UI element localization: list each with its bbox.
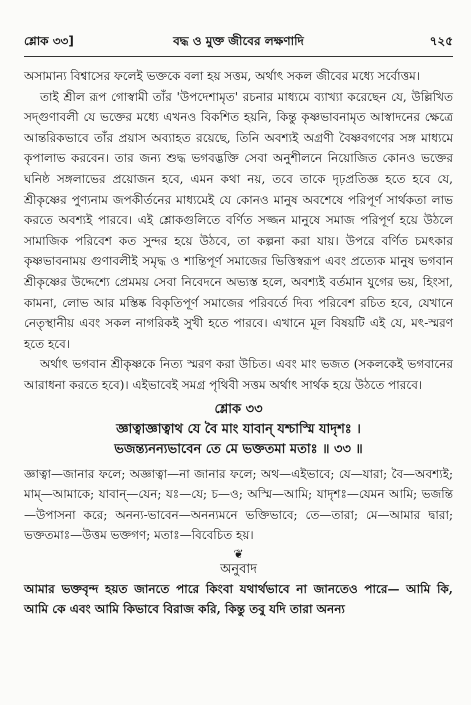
purport-paragraph-3: অর্থাৎ ভগবান শ্রীকৃষ্ণকে নিত্য স্মরণ করা উচিত। এবং মাং ভজত (সকলকেই ভগবানের আরাধনা করতে হবে)। এইভাবেই সমগ্র পৃথিবী সত্তম অর্থাৎ সার্থক হয়ে উঠতে পারবে। <box>24 357 453 392</box>
header-chapter-title: বদ্ধ ও মুক্ত জীবের লক্ষণাদি <box>173 34 304 48</box>
purport-paragraph-1: অসামান্য বিশ্বাসের ফলেই ভক্তকে বলা হয় সত্তম, অর্থাৎ সকল জীবের মধ্যে সর্বোত্তম। <box>24 69 421 83</box>
page-number: ৭২৫ <box>429 34 453 48</box>
header-verse-ref: শ্লোক ৩৩] <box>24 34 74 48</box>
verse-line-1: জ্ঞাত্বাজ্ঞাত্বাথ যে বৈ মাং যাবান্‌ যশ্চাস্মি যাদৃশঃ । <box>116 422 361 438</box>
purport-paragraph-2: তাই শ্রীল রূপ গোস্বামী তাঁর 'উপদেশামৃত' রচনার মাধ্যমে ব্যাখ্যা করেছেন যে, উল্লিখিত সদ্‌গুণাবলী যে ভক্তের মধ্যে এখনও বিকশিত হয়নি, কিন্তু কৃষ্ণভাবনামৃত আস্বাদনের ক্ষেত্রে আন্তরিকভাবে তাঁর প্রয়াস অব্যাহত রয়েছে, তিনি অবশ্যই অগ্রণী বৈষ্ণবগণের সঙ্গ মাধ্যমে কৃপালাভ করবেন। তার জন্য শুদ্ধ ভগবদ্ভক্তি সেবা অনুশীলনে নিয়োজিত কোনও ভক্তের ঘনিষ্ঠ সঙ্গলাভের প্রয়োজন হবে, এমন কথা নয়, তবে তাকে দৃঢ়প্রতিজ্ঞ হতে হবে যে, শ্রীকৃষ্ণের পুণ্যনাম জপকীর্তনের মাধ্যমেই যে কোনও মানুষ অবশেষে পরিপূর্ণ সার্থকতা লাভ করতে অবশ্যই পারবে। এই শ্লোকগুলিতে বর্ণিত সজ্জন মানুষে সমাজ পরিপূর্ণ হয়ে উঠলে সামাজিক পরিবেশ কত সুন্দর হয়ে উঠবে, তা কল্পনা করা যায়। উপরে বর্ণিত চমৎকার কৃষ্ণভাবনাময় গুণাবলীই সমৃদ্ধ ও শান্তিপূর্ণ সমাজের ভিত্তিস্বরূপ এবং প্রত্যেক মানুষ ভগবান শ্রীকৃষ্ণের উদ্দেশ্যে প্রেমময় সেবা নিবেদনে অভ্যস্ত হলে, অবশ্যই বর্তমান যুগের ভয়, হিংসা, কামনা, লোভ আর মস্তিষ্ক বিকৃতিপূর্ণ সমাজের পরিবর্তে দিব্য পরিবেশ রচিত হবে, যেখানে নেতৃস্থানীয় এবং সকল নাগরিকই সুখী হতে পারবে। এখানে মূল বিষয়টি এই যে, মৎ-স্মরণ হতে হবে। <box>24 89 453 351</box>
translation: আমার ভক্তবৃন্দ হয়ত জানতে পারে কিংবা যথার্থভাবে না জানতেও পারে— আমি কি, আমি কে এবং আমি কিভাবে বিরাজ করি, কিন্তু তবু যদি তারা অনন্য <box>24 582 453 617</box>
translation-title: অনুবাদ <box>220 562 257 578</box>
verse-title: শ্লোক ৩৩ <box>214 401 263 417</box>
page-body <box>24 66 453 619</box>
ornament-icon: ❦ <box>233 547 244 562</box>
synonyms: জ্ঞাত্বা—জানার ফলে; অজ্ঞাত্বা—না জানার ফলে; অথ—এইভাবে; যে—যারা; বৈ—অবশ্যই; মাম্‌—আমাকে; যাবান্‌—যেন; যঃ—যে; চ—ও; অস্মি—আমি; যাদৃশঃ—যেমন আমি; ভজন্তি—উপাসনা করে; অনন্য-ভাবেন—অনন্যমনে ভক্তিভাবে; তে—তারা; মে—আমার দ্বারা; ভক্ততমাঃ—উত্তম ভক্তগণ; মতাঃ—বিবেচিত হয়। <box>24 467 453 542</box>
page-header <box>24 34 453 57</box>
verse-line-2: ভজন্ত্যনন্যভাবেন তে মে ভক্ততমা মতাঃ ॥ ৩৩ ॥ <box>114 442 363 458</box>
